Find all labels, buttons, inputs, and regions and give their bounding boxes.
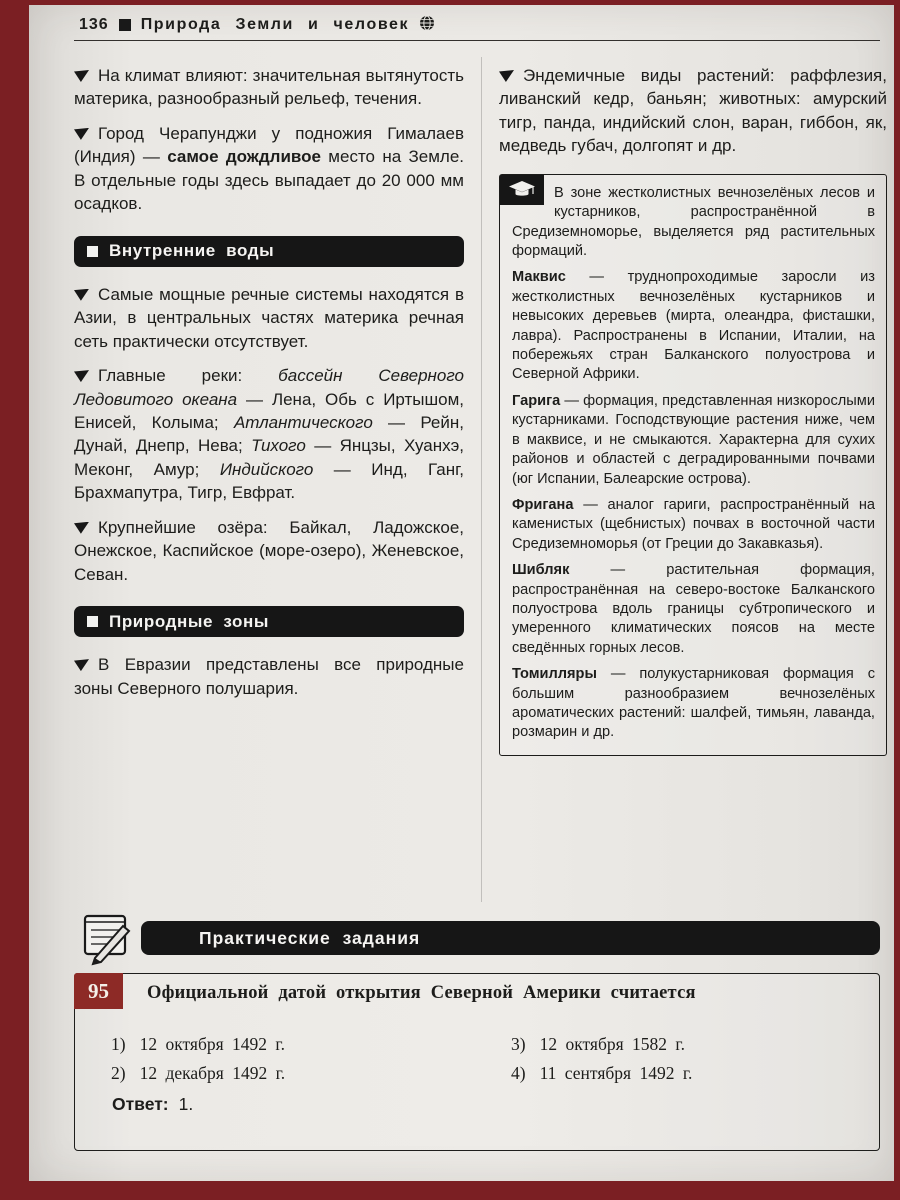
option-text: 12 октября 1492 г.: [139, 1034, 285, 1054]
book-page: [29, 5, 894, 1181]
bullet-arrow-icon: [74, 659, 89, 671]
square-bullet-icon: [119, 19, 131, 31]
option-label: 1): [111, 1034, 126, 1054]
option-4: [511, 1059, 692, 1088]
term: Шибляк: [512, 562, 570, 579]
option-3: [511, 1030, 692, 1059]
white-square-icon: [87, 246, 98, 257]
formation-item: [512, 392, 875, 489]
answer-label: Ответ:: [112, 1094, 169, 1114]
practice-title: Практические задания: [199, 927, 421, 948]
column-divider: [481, 57, 482, 902]
paragraph-endemic-species: [499, 64, 887, 158]
paragraph-largest-lakes: [74, 516, 464, 586]
practice-section-header: [141, 921, 880, 955]
term: Маквис: [512, 269, 566, 286]
formation-item: [512, 665, 875, 743]
section-title: Природные зоны: [109, 611, 269, 631]
definition: — формация, представленная низкорослыми кустарниками. Господствующие растения ниже, чем в маквисе, и не смыкаются. Характерна для сухих районов и областей с деградированными почвами (юг Испании, Балеарские острова).: [512, 392, 875, 487]
term: Фригана: [512, 496, 574, 513]
paragraph-river-systems: [74, 283, 464, 353]
paragraph-text: В Евразии представлены все природные зоны Северного полушария.: [74, 655, 464, 698]
paragraph-text: Эндемичные виды растений: раффлезия, ливанский кедр, баньян; животных: амурский тигр, панда, индийский слон, варан, гиббон, як, медведь губач, долгопят и др.: [499, 66, 887, 156]
section-title: Внутренние воды: [109, 241, 275, 261]
paragraph-eurasia-zones: [74, 653, 464, 700]
paragraph-text: Крупнейшие озёра: Байкал, Ладожское, Онежское, Каспийское (море-озеро), Женевское, Севан.: [74, 517, 464, 584]
bullet-arrow-icon: [74, 70, 89, 82]
right-column: [499, 53, 887, 756]
header-divider: [74, 40, 880, 41]
page-header: [79, 14, 435, 35]
bullet-arrow-icon: [74, 370, 89, 382]
formation-item: [512, 268, 875, 384]
definition: — полукустарниковая формация с большим разнообразием вечнозелёных ароматических растений: шалфей, тимьян, лаванда, розмарин и др.: [512, 666, 875, 741]
paragraph-climate: [74, 64, 464, 111]
definition: — труднопроходимые заросли из жестколистных вечнозелёных кустарников и невысоких деревьев (мирта, олеандра, фисташки, лавра). Распространены в Испании, Италии, на побережьях стран Балканского полуострова и Северной Африки.: [512, 269, 875, 383]
option-label: 3): [511, 1034, 526, 1054]
infobox-intro: В зоне жестколистных вечнозелёных лесов и кустарников, распространённой в Средиземноморье, выделяется ряд растительных формаций.: [512, 184, 875, 260]
term: Гарига: [512, 392, 561, 409]
globe-icon: [419, 15, 435, 36]
answer-row: [112, 1094, 193, 1115]
option-1: [111, 1030, 285, 1059]
paragraph-main-rivers: [74, 364, 464, 505]
question-box: [74, 973, 880, 1151]
paragraph-text: Главные реки: бассейн Северного Ледовитого океана — Лена, Обь с Иртышом, Енисей, Колыма; Атлантического — Рейн, Дунай, Днепр, Нева; Тихого — Янцзы, Хуанхэ, Меконг, Амур; Индийского — Инд, Ганг, Брахмапутра, Тигр, Евфрат.: [74, 366, 465, 503]
answer-value: 1.: [178, 1094, 194, 1114]
paragraph-text: На климат влияют: значительная вытянутость материка, разнообразный рельеф, течения.: [74, 66, 464, 109]
formation-item: [512, 496, 875, 554]
paragraph-text: Самые мощные речные системы находятся в Азии, в центральных частях материка речная сеть практически отсутствует.: [74, 284, 464, 351]
option-text: 11 сентября 1492 г.: [539, 1063, 693, 1083]
options-column-left: [111, 1030, 285, 1088]
chapter-title: Природа Земли и человек: [140, 15, 410, 33]
bullet-arrow-icon: [74, 128, 89, 140]
options-column-right: [511, 1030, 692, 1088]
paragraph-cherrapunji: [74, 122, 464, 216]
definition: — растительная формация, распространённая на северо-востоке Балканского полуострова вдоль границы субтропического и умеренного климатических поясов на месте сведённых горных лесов.: [512, 562, 875, 656]
knowledge-box: [499, 174, 887, 756]
left-column: [74, 53, 464, 711]
section-header-natural-zones: [74, 606, 464, 637]
bullet-arrow-icon: [499, 70, 514, 82]
bullet-arrow-icon: [74, 522, 89, 534]
term: Томилляры: [512, 666, 597, 683]
question-number-badge: 95: [74, 973, 123, 1009]
question-text: Официальной датой открытия Северной Америки считается: [147, 983, 696, 1003]
formation-item: [512, 561, 875, 658]
bullet-arrow-icon: [74, 289, 89, 301]
option-label: 4): [511, 1063, 526, 1083]
definition: — аналог гариги, распространённый на каменистых (щебнистых) почвах в восточной части Средиземноморья (от Греции до Закавказья).: [512, 496, 875, 552]
notebook-pencil-icon: [77, 906, 135, 966]
option-label: 2): [111, 1063, 126, 1083]
white-square-icon: [87, 616, 98, 627]
option-text: 12 октября 1582 г.: [539, 1034, 685, 1054]
option-text: 12 декабря 1492 г.: [139, 1063, 286, 1083]
graduation-cap-tab: [500, 175, 544, 205]
option-2: [111, 1059, 285, 1088]
graduation-cap-icon: [509, 181, 535, 199]
page-number: 136: [79, 15, 109, 33]
paragraph-text: Город Черапунджи у подножия Гималаев (Индия) — самое дождливое место на Земле. В отдельные годы здесь выпадает до 20 000 мм осадков.: [74, 123, 465, 214]
section-header-inland-waters: [74, 236, 464, 267]
